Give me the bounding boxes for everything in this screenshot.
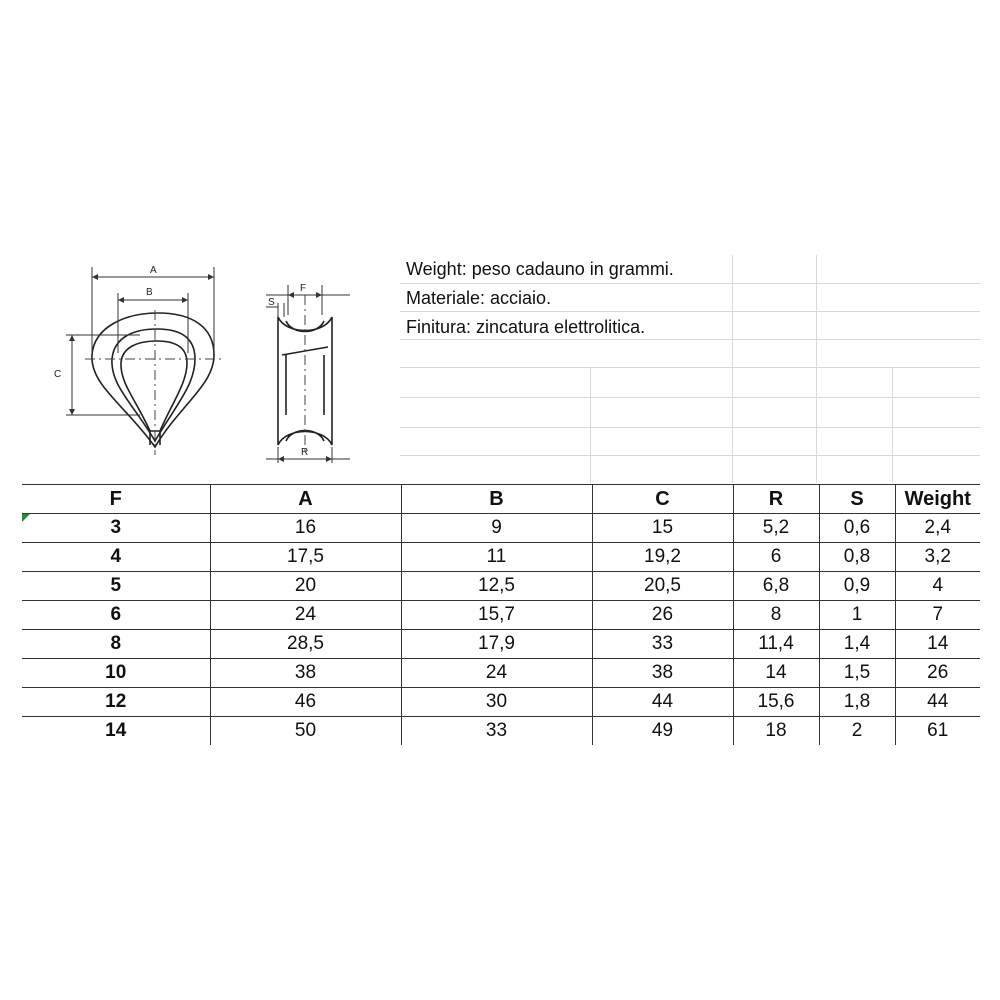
table-cell — [592, 659, 733, 688]
cell-value: 11 — [486, 546, 507, 567]
cell-comment-marker — [22, 514, 30, 522]
table-cell — [819, 659, 895, 688]
table-row — [22, 543, 980, 572]
table-header-row — [22, 485, 980, 514]
thimble-technical-drawing — [30, 255, 360, 470]
dimension-label-b: B — [146, 287, 153, 298]
cell-value: 49 — [651, 720, 674, 741]
table-cell — [22, 659, 210, 688]
table-cell — [592, 572, 733, 601]
table-cell — [733, 659, 819, 688]
table-cell — [819, 543, 895, 572]
table-row — [22, 514, 980, 543]
table-cell — [210, 514, 401, 543]
cell-value: 3,2 — [924, 546, 951, 567]
table-cell — [401, 543, 592, 572]
table-row — [22, 601, 980, 630]
cell-value: 14 — [105, 720, 127, 741]
header-f: F — [22, 485, 210, 514]
cell-value: 6,8 — [762, 575, 790, 596]
dimension-label-c: C — [54, 369, 62, 380]
table-cell — [22, 601, 210, 630]
cell-value: 33 — [485, 720, 508, 741]
dimension-label-s: S — [268, 297, 275, 308]
cell-value: 15 — [651, 517, 674, 538]
table-cell — [22, 514, 210, 543]
table-cell — [895, 659, 980, 688]
cell-value: 30 — [485, 691, 508, 712]
table-cell — [733, 630, 819, 659]
header-weight: Weight — [895, 485, 980, 514]
table-cell — [592, 543, 733, 572]
cell-value: 0,6 — [843, 517, 871, 538]
table-cell — [895, 514, 980, 543]
cell-value: 33 — [651, 633, 674, 654]
cell-value: 6 — [770, 546, 782, 567]
table-row — [22, 572, 980, 601]
table-cell — [733, 543, 819, 572]
cell-value: 5 — [110, 575, 122, 596]
table-cell — [401, 514, 592, 543]
dimension-label-a: A — [150, 265, 157, 276]
cell-value: 6 — [110, 604, 122, 625]
table-cell — [819, 717, 895, 746]
table-cell — [592, 601, 733, 630]
table-cell — [22, 717, 210, 746]
thimble-spec-table — [22, 484, 980, 745]
table-cell — [733, 514, 819, 543]
cell-value: 8 — [770, 604, 782, 625]
table-cell — [895, 572, 980, 601]
cell-value: 14 — [927, 633, 949, 654]
table-cell — [819, 572, 895, 601]
cell-value: 5,2 — [762, 517, 790, 538]
table-cell — [733, 717, 819, 746]
table-cell — [401, 659, 592, 688]
cell-value: 17,5 — [287, 546, 324, 567]
table-cell — [210, 543, 401, 572]
cell-value: 12 — [105, 691, 127, 712]
cell-value: 16 — [294, 517, 317, 538]
cell-value: 4 — [110, 546, 122, 567]
cell-value: 50 — [294, 720, 317, 741]
table-cell — [895, 630, 980, 659]
cell-value: 1,4 — [843, 633, 871, 654]
cell-value: 14 — [765, 662, 787, 683]
cell-value: 17,9 — [478, 633, 515, 654]
info-material-note: Materiale: acciaio. — [406, 288, 552, 308]
header-r: R — [733, 485, 819, 514]
table-cell — [819, 630, 895, 659]
cell-value: 44 — [927, 691, 949, 712]
header-a: A — [210, 485, 401, 514]
table-cell — [210, 630, 401, 659]
cell-value: 2,4 — [924, 517, 951, 538]
cell-value: 1 — [851, 604, 863, 625]
table-cell — [819, 688, 895, 717]
cell-value: 26 — [927, 662, 949, 683]
cell-value: 1,5 — [843, 662, 871, 683]
header-b: B — [401, 485, 592, 514]
cell-value: 0,9 — [843, 575, 871, 596]
cell-value: 11,4 — [758, 633, 794, 654]
cell-value: 10 — [105, 662, 127, 683]
cell-value: 7 — [932, 604, 944, 625]
info-finish-note: Finitura: zincatura elettrolitica. — [406, 317, 646, 337]
table-cell — [895, 543, 980, 572]
table-cell — [22, 572, 210, 601]
table-row — [22, 659, 980, 688]
dimension-label-r: R — [301, 447, 309, 458]
table-cell — [819, 514, 895, 543]
cell-value: 24 — [485, 662, 508, 683]
table-cell — [401, 717, 592, 746]
table-cell — [895, 717, 980, 746]
cell-value: 15,7 — [478, 604, 515, 625]
table-cell — [895, 601, 980, 630]
cell-value: 26 — [651, 604, 674, 625]
table-cell — [401, 630, 592, 659]
cell-value: 28,5 — [287, 633, 324, 654]
table-cell — [733, 572, 819, 601]
table-cell — [22, 543, 210, 572]
cell-value: 8 — [110, 633, 122, 654]
table-cell — [210, 717, 401, 746]
table-cell — [210, 601, 401, 630]
cell-value: 38 — [294, 662, 317, 683]
table-cell — [895, 688, 980, 717]
cell-value: 46 — [294, 691, 317, 712]
cell-value: 12,5 — [478, 575, 515, 596]
cell-value: 15,6 — [757, 691, 795, 712]
cell-value: 0,8 — [843, 546, 871, 567]
table-cell — [592, 688, 733, 717]
cell-value: 3 — [110, 517, 122, 538]
header-s: S — [819, 485, 895, 514]
cell-value: 1,8 — [843, 691, 871, 712]
table-cell — [401, 572, 592, 601]
dimension-label-f: F — [300, 283, 307, 294]
table-cell — [592, 630, 733, 659]
cell-value: 44 — [651, 691, 674, 712]
table-cell — [210, 659, 401, 688]
cell-value: 18 — [765, 720, 787, 741]
table-row — [22, 630, 980, 659]
info-notes-area — [400, 255, 980, 483]
cell-value: 19,2 — [644, 546, 681, 567]
table-row — [22, 688, 980, 717]
table-cell — [592, 717, 733, 746]
info-weight-note: Weight: peso cadauno in grammi. — [406, 259, 674, 279]
cell-value: 9 — [491, 517, 502, 538]
cell-value: 38 — [651, 662, 674, 683]
cell-value: 4 — [932, 575, 944, 596]
table-cell — [22, 688, 210, 717]
header-c: C — [592, 485, 733, 514]
cell-value: 24 — [294, 604, 317, 625]
table-cell — [819, 601, 895, 630]
table-cell — [210, 688, 401, 717]
cell-value: 20 — [294, 575, 317, 596]
table-cell — [210, 572, 401, 601]
cell-value: 2 — [851, 720, 863, 741]
table-cell — [592, 514, 733, 543]
cell-value: 61 — [927, 720, 949, 741]
table-row — [22, 717, 980, 746]
thimble-outer-outline — [92, 313, 214, 447]
table-cell — [401, 601, 592, 630]
cell-value: 20,5 — [644, 575, 681, 596]
table-cell — [401, 688, 592, 717]
table-cell — [733, 688, 819, 717]
table-cell — [22, 630, 210, 659]
table-cell — [733, 601, 819, 630]
